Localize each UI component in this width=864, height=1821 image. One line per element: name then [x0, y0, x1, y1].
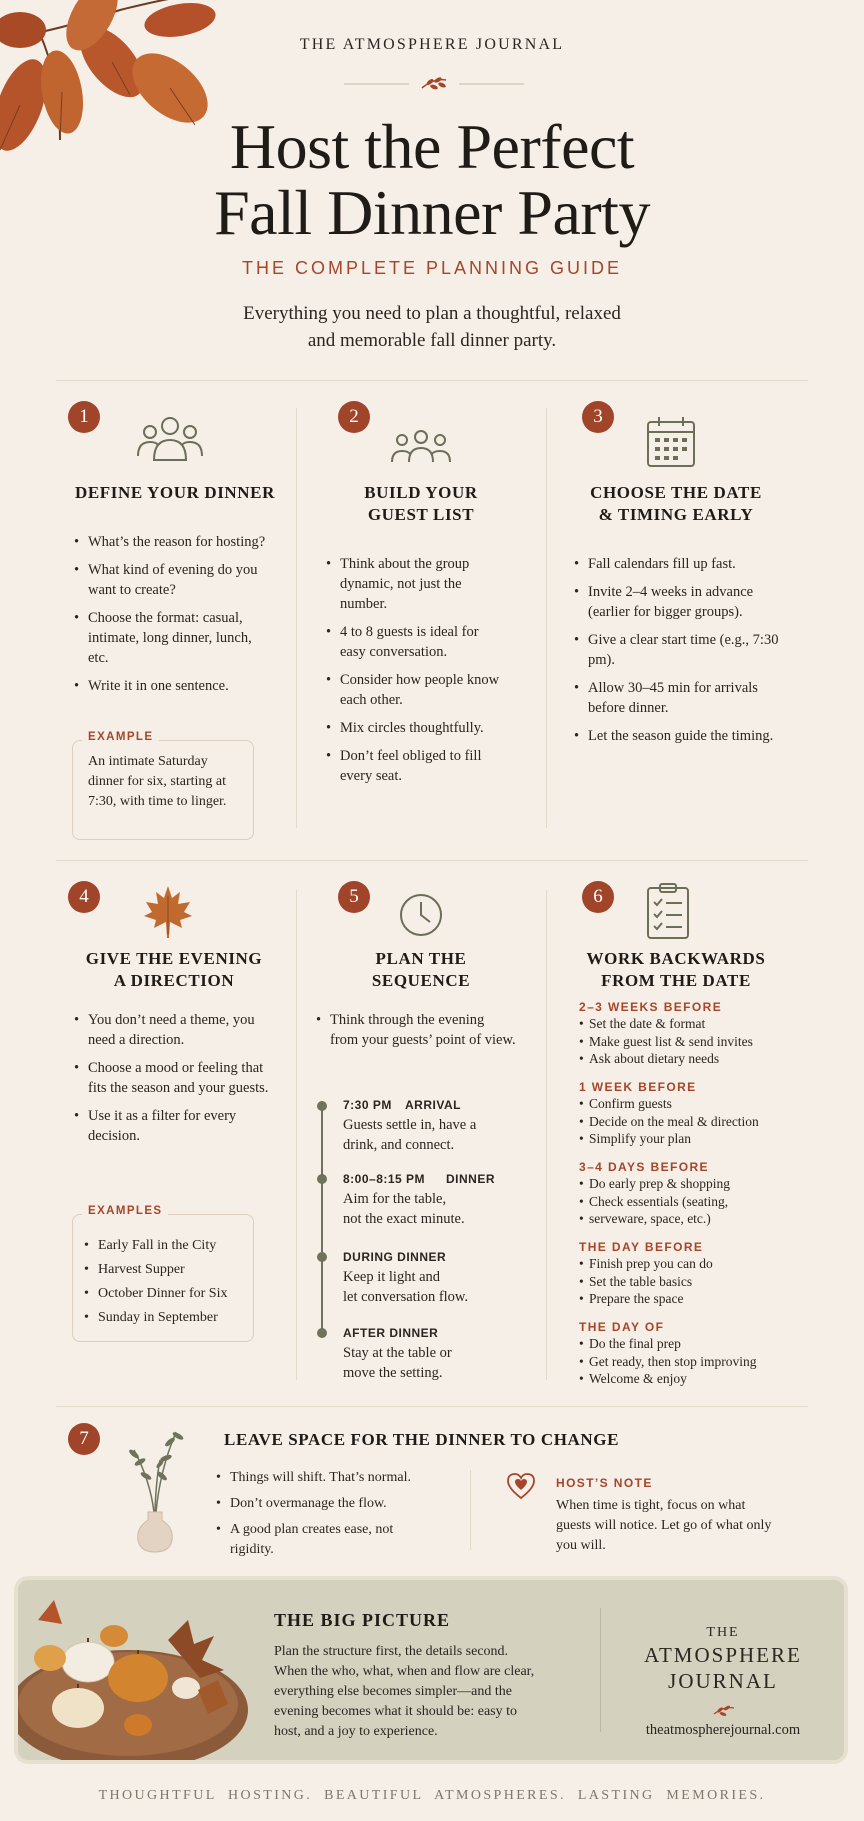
list-item: • Write it in one sentence.	[74, 676, 274, 696]
step-2-list	[326, 554, 506, 794]
timeline-text-line: Keep it light and	[343, 1269, 441, 1285]
schedule-heading: 2–3 WEEKS BEFORE	[579, 1000, 723, 1014]
list-item: • Welcome & enjoy	[579, 1370, 799, 1388]
step-title-line: FROM THE DATE	[601, 971, 751, 990]
step-5-title	[312, 948, 530, 992]
step-1-title	[66, 482, 284, 504]
timeline-dot	[317, 1101, 327, 1111]
list-item: • Ask about dietary needs	[579, 1050, 799, 1068]
column-divider	[546, 408, 547, 828]
clock-icon	[398, 892, 444, 938]
timeline-label: DURING DINNER	[343, 1250, 447, 1264]
list-item: • Choose the format: casual, intimate, long dinner, lunch, etc.	[74, 608, 274, 668]
timeline-label: AFTER DINNER	[343, 1326, 439, 1340]
step-title-line: DEFINE YOUR DINNER	[74, 483, 276, 502]
schedule-list	[579, 1095, 799, 1148]
list-item: • Don’t feel obliged to fill every seat.	[326, 746, 506, 786]
list-item: • Things will shift. That’s normal.	[216, 1468, 416, 1488]
timeline-text	[343, 1189, 513, 1229]
step-title-line: PLAN THE	[375, 949, 467, 968]
list-item: • Allow 30–45 min for arrivals before dinner.	[574, 678, 784, 718]
brand-block	[618, 1624, 828, 1694]
big-picture-title: THE BIG PICTURE	[274, 1610, 451, 1630]
step-4-list	[74, 1010, 274, 1154]
list-item: • What’s the reason for hosting?	[74, 532, 274, 552]
step-title-line: SEQUENCE	[371, 971, 471, 990]
examples-list	[84, 1236, 252, 1332]
column-divider	[296, 890, 297, 1380]
schedule-list	[579, 1255, 799, 1308]
list-item: • Harvest Supper	[84, 1260, 252, 1280]
list-item: • Sunday in September	[84, 1308, 252, 1328]
step-1-list	[74, 532, 274, 704]
list-item: • Give a clear start time (e.g., 7:30 pm).	[574, 630, 784, 670]
note-heading: HOST’S NOTE	[556, 1476, 653, 1490]
people-group-icon	[136, 414, 204, 464]
step-5-list	[316, 1010, 516, 1058]
timeline-time: 7:30 PM	[343, 1098, 392, 1112]
list-item: • serveware, space, etc.)	[579, 1210, 799, 1228]
timeline-time: 8:00–8:15 PM	[343, 1172, 426, 1186]
timeline-text	[343, 1115, 513, 1155]
step-number: 7	[68, 1423, 100, 1455]
timeline-text-line: Guests settle in, have a	[343, 1117, 477, 1133]
schedule-heading: 3–4 DAYS BEFORE	[579, 1160, 709, 1174]
timeline-text	[343, 1267, 513, 1307]
column-divider	[600, 1608, 601, 1732]
timeline-text-line: move the setting.	[343, 1365, 443, 1381]
step-3-list	[574, 554, 784, 754]
list-item: • A good plan creates ease, not rigidity.	[216, 1520, 396, 1560]
example-label: EXAMPLE	[82, 731, 159, 743]
maple-leaf-icon	[142, 884, 194, 940]
schedule-heading: THE DAY BEFORE	[579, 1240, 704, 1254]
schedule-heading: 1 WEEK BEFORE	[579, 1080, 697, 1094]
list-item: • Think through the evening from your guests’ point of view.	[316, 1010, 516, 1050]
calendar-icon	[646, 416, 696, 468]
big-picture-text: Plan the structure first, the details second. When the who, what, when and flow are clear, everything else becomes simpler—and the evening becomes what it should be: easy to host, and a joy to experience.	[274, 1644, 535, 1739]
intro-line-1: Everything you need to plan a thoughtful, relaxed	[243, 303, 621, 324]
schedule-list	[579, 1335, 799, 1388]
step-2-title	[312, 482, 530, 526]
leaf-sprig-icon	[712, 1704, 736, 1718]
example-text: An intimate Saturday dinner for six, starting at 7:30, with time to linger.	[88, 754, 227, 809]
title-line-2: Fall Dinner Party	[214, 177, 650, 248]
timeline-text-line: let conversation flow.	[343, 1289, 469, 1305]
brand-line-1: THE	[706, 1625, 740, 1640]
pumpkins-illustration	[18, 1580, 258, 1760]
step-7-title: LEAVE SPACE FOR THE DINNER TO CHANGE	[224, 1430, 620, 1449]
website-link[interactable]: theatmospherejournal.com	[645, 1722, 801, 1738]
list-item: • Decide on the meal & direction	[579, 1113, 799, 1131]
list-item: • Set the table basics	[579, 1273, 799, 1291]
schedule-list	[579, 1015, 799, 1068]
list-item: • Prepare the space	[579, 1290, 799, 1308]
divider	[56, 1406, 808, 1407]
step-title-line: WORK BACKWARDS	[586, 949, 766, 968]
title-line-1: Host the Perfect	[229, 111, 635, 182]
step-6-title	[562, 948, 790, 992]
list-item: • Invite 2–4 weeks in advance (earlier for bigger groups).	[574, 582, 784, 622]
divider	[56, 380, 808, 381]
list-item: • Let the season guide the timing.	[574, 726, 784, 746]
list-item: • Make guest list & send invites	[579, 1033, 799, 1051]
step-4-title	[60, 948, 288, 992]
list-item: • Choose a mood or feeling that fits the season and your guests.	[74, 1058, 274, 1098]
list-item: • Consider how people know each other.	[326, 670, 506, 710]
step-title-line: BUILD YOUR	[364, 483, 478, 502]
clipboard-checklist-icon	[646, 882, 690, 940]
list-item: • Check essentials (seating,	[579, 1193, 799, 1211]
column-divider	[470, 1470, 471, 1550]
column-divider	[546, 890, 547, 1380]
timeline-text-line: drink, and connect.	[343, 1137, 455, 1153]
brand-line-2: ATMOSPHERE	[644, 1643, 802, 1667]
big-picture-panel	[14, 1576, 848, 1764]
list-item: • Mix circles thoughtfully.	[326, 718, 506, 738]
leaf-divider-icon	[344, 74, 524, 94]
list-item: • October Dinner for Six	[84, 1284, 252, 1304]
timeline-label: DINNER	[446, 1172, 496, 1186]
list-item: • 4 to 8 guests is ideal for easy conversation.	[326, 622, 506, 662]
step-number: 3	[582, 401, 614, 433]
brand-line-3: JOURNAL	[668, 1669, 778, 1693]
step-number: 6	[582, 881, 614, 913]
vase-branch-icon	[120, 1420, 192, 1554]
list-item: • Finish prep you can do	[579, 1255, 799, 1273]
list-item: • What kind of evening do you want to create?	[74, 560, 274, 600]
step-number: 1	[68, 401, 100, 433]
schedule-list	[579, 1175, 799, 1228]
list-item: • Do the final prep	[579, 1335, 799, 1353]
note-text: When time is tight, focus on what guests will notice. Let go of what only you will.	[556, 1498, 772, 1553]
step-title-line: GIVE THE EVENING	[85, 949, 263, 968]
guests-icon	[390, 428, 452, 468]
list-item: • Get ready, then stop improving	[579, 1353, 799, 1371]
heart-icon	[506, 1472, 536, 1500]
step-title-line: CHOOSE THE DATE	[590, 483, 762, 502]
list-item: • Early Fall in the City	[84, 1236, 252, 1256]
step-number: 2	[338, 401, 370, 433]
step-title-line: A DIRECTION	[113, 971, 235, 990]
timeline-dot	[317, 1174, 327, 1184]
list-item: • Do early prep & shopping	[579, 1175, 799, 1193]
step-number: 5	[338, 881, 370, 913]
list-item: • Confirm guests	[579, 1095, 799, 1113]
step-title-line: GUEST LIST	[367, 505, 475, 524]
footer-tagline: THOUGHTFUL HOSTING. BEAUTIFUL ATMOSPHERES. LASTING MEMORIES.	[98, 1788, 766, 1803]
subtitle: THE COMPLETE PLANNING GUIDE	[241, 258, 623, 278]
step-number: 4	[68, 881, 100, 913]
timeline-text-line: Aim for the table,	[343, 1191, 447, 1207]
timeline-text-line: Stay at the table or	[343, 1345, 452, 1361]
list-item: • Don’t overmanage the flow.	[216, 1494, 416, 1514]
step-title-line: & TIMING EARLY	[598, 505, 754, 524]
column-divider	[296, 408, 297, 828]
timeline-dot	[317, 1328, 327, 1338]
list-item: • Think about the group dynamic, not just the number.	[326, 554, 506, 614]
list-item: • Set the date & format	[579, 1015, 799, 1033]
timeline-label: ARRIVAL	[405, 1098, 461, 1112]
step-3-title	[562, 482, 790, 526]
intro-line-2: and memorable fall dinner party.	[307, 330, 557, 351]
list-item: • Fall calendars fill up fast.	[574, 554, 784, 574]
list-item: • You don’t need a theme, you need a direction.	[74, 1010, 274, 1050]
examples-label: EXAMPLES	[82, 1205, 168, 1217]
intro-text	[200, 300, 664, 354]
timeline-dot	[317, 1252, 327, 1262]
step-7-list	[216, 1468, 416, 1566]
timeline-text	[343, 1343, 513, 1383]
timeline-line	[321, 1106, 323, 1332]
list-item: • Use it as a filter for every decision.	[74, 1106, 274, 1146]
schedule-heading: THE DAY OF	[579, 1320, 665, 1334]
divider	[56, 860, 808, 861]
page-title	[0, 111, 864, 248]
list-item: • Simplify your plan	[579, 1130, 799, 1148]
timeline-text-line: not the exact minute.	[343, 1211, 465, 1227]
brand-name: THE ATMOSPHERE JOURNAL	[299, 36, 565, 53]
